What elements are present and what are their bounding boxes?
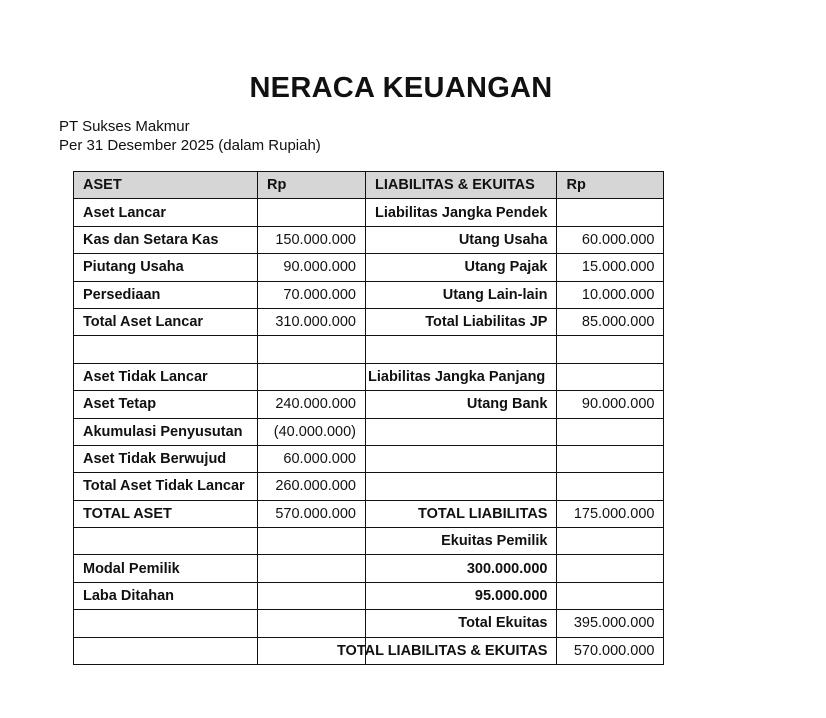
liability-label: Total Liabilitas JP <box>366 308 557 335</box>
asset-label: Akumulasi Penyusutan <box>74 418 258 445</box>
table-row <box>74 226 664 253</box>
asset-value <box>258 363 366 390</box>
document-meta <box>59 117 321 155</box>
asset-label: Aset Tidak Lancar <box>74 363 258 390</box>
liability-label <box>366 418 557 445</box>
liability-value <box>557 528 664 555</box>
table-row <box>74 473 664 500</box>
liability-label <box>336 637 557 664</box>
table-row <box>74 199 664 226</box>
asset-label: TOTAL ASET <box>74 500 258 527</box>
table-row <box>74 308 664 335</box>
asset-value: 570.000.000 <box>258 500 366 527</box>
liability-label: Utang Pajak <box>366 254 557 281</box>
liability-value: 10.000.000 <box>557 281 664 308</box>
balance-sheet-table <box>73 171 664 665</box>
asset-label <box>74 336 258 363</box>
liability-value <box>557 445 664 472</box>
document-title: NERACA KEUANGAN <box>249 72 553 104</box>
asset-label: Piutang Usaha <box>74 254 258 281</box>
liability-value: 85.000.000 <box>557 308 664 335</box>
table-row <box>74 500 664 527</box>
asset-label <box>74 528 258 555</box>
table-row <box>74 555 664 582</box>
liability-label <box>366 445 557 472</box>
liability-label: Liabilitas Jangka Panjang <box>366 363 557 390</box>
report-period: Per 31 Desember 2025 (dalam Rupiah) <box>59 137 321 154</box>
asset-label: Kas dan Setara Kas <box>74 226 258 253</box>
header-liabilitas-ekuitas: LIABILITAS & EKUITAS <box>366 172 557 199</box>
asset-label: Modal Pemilik <box>74 555 258 582</box>
asset-value <box>258 555 366 582</box>
table-header-row <box>74 172 664 199</box>
total-liabilitas-ekuitas-label: TOTAL LIABILITAS & EKUITAS <box>336 642 548 659</box>
asset-value <box>258 582 366 609</box>
asset-label <box>74 637 258 664</box>
table-row <box>74 363 664 390</box>
header-aset-rp: Rp <box>258 172 366 199</box>
table-row <box>74 336 664 363</box>
liability-value: 60.000.000 <box>557 226 664 253</box>
liability-value: 570.000.000 <box>557 637 664 664</box>
liability-label: Total Ekuitas <box>366 610 557 637</box>
liability-value: 175.000.000 <box>557 500 664 527</box>
table-row <box>74 254 664 281</box>
asset-value: 60.000.000 <box>258 445 366 472</box>
company-name: PT Sukses Makmur <box>59 118 190 135</box>
liability-label: Utang Lain-lain <box>366 281 557 308</box>
asset-value <box>258 610 366 637</box>
header-aset: ASET <box>74 172 258 199</box>
liability-value <box>557 418 664 445</box>
liability-label <box>366 473 557 500</box>
asset-value: 260.000.000 <box>258 473 366 500</box>
table-row <box>74 418 664 445</box>
asset-label: Aset Lancar <box>74 199 258 226</box>
asset-value: 310.000.000 <box>258 308 366 335</box>
liability-value <box>557 473 664 500</box>
asset-label: Aset Tetap <box>74 391 258 418</box>
asset-value: 70.000.000 <box>258 281 366 308</box>
asset-label: Total Aset Tidak Lancar <box>74 473 258 500</box>
liability-label: 95.000.000 <box>366 582 557 609</box>
liability-label: TOTAL LIABILITAS <box>366 500 557 527</box>
liability-value <box>557 582 664 609</box>
table-row <box>74 582 664 609</box>
asset-value: 150.000.000 <box>258 226 366 253</box>
liability-value: 90.000.000 <box>557 391 664 418</box>
liability-value <box>557 555 664 582</box>
liability-label: Ekuitas Pemilik <box>366 528 557 555</box>
asset-value <box>258 199 366 226</box>
asset-value <box>258 528 366 555</box>
asset-value: 240.000.000 <box>258 391 366 418</box>
liability-label: Utang Bank <box>366 391 557 418</box>
asset-value: 90.000.000 <box>258 254 366 281</box>
liability-value <box>557 336 664 363</box>
asset-label: Laba Ditahan <box>74 582 258 609</box>
liability-value: 15.000.000 <box>557 254 664 281</box>
liability-value: 395.000.000 <box>557 610 664 637</box>
table-row <box>74 281 664 308</box>
liability-value <box>557 363 664 390</box>
liability-value <box>557 199 664 226</box>
table-row <box>74 528 664 555</box>
liability-label: 300.000.000 <box>366 555 557 582</box>
asset-value: (40.000.000) <box>258 418 366 445</box>
liability-label <box>366 336 557 363</box>
header-liabilitas-rp: Rp <box>557 172 664 199</box>
table-row <box>74 637 664 664</box>
asset-label <box>74 610 258 637</box>
asset-value <box>258 336 366 363</box>
liability-label: Utang Usaha <box>366 226 557 253</box>
asset-label: Total Aset Lancar <box>74 308 258 335</box>
table-row <box>74 391 664 418</box>
asset-label: Aset Tidak Berwujud <box>74 445 258 472</box>
asset-label: Persediaan <box>74 281 258 308</box>
table-row <box>74 445 664 472</box>
table-row <box>74 610 664 637</box>
liability-label: Liabilitas Jangka Pendek <box>366 199 557 226</box>
